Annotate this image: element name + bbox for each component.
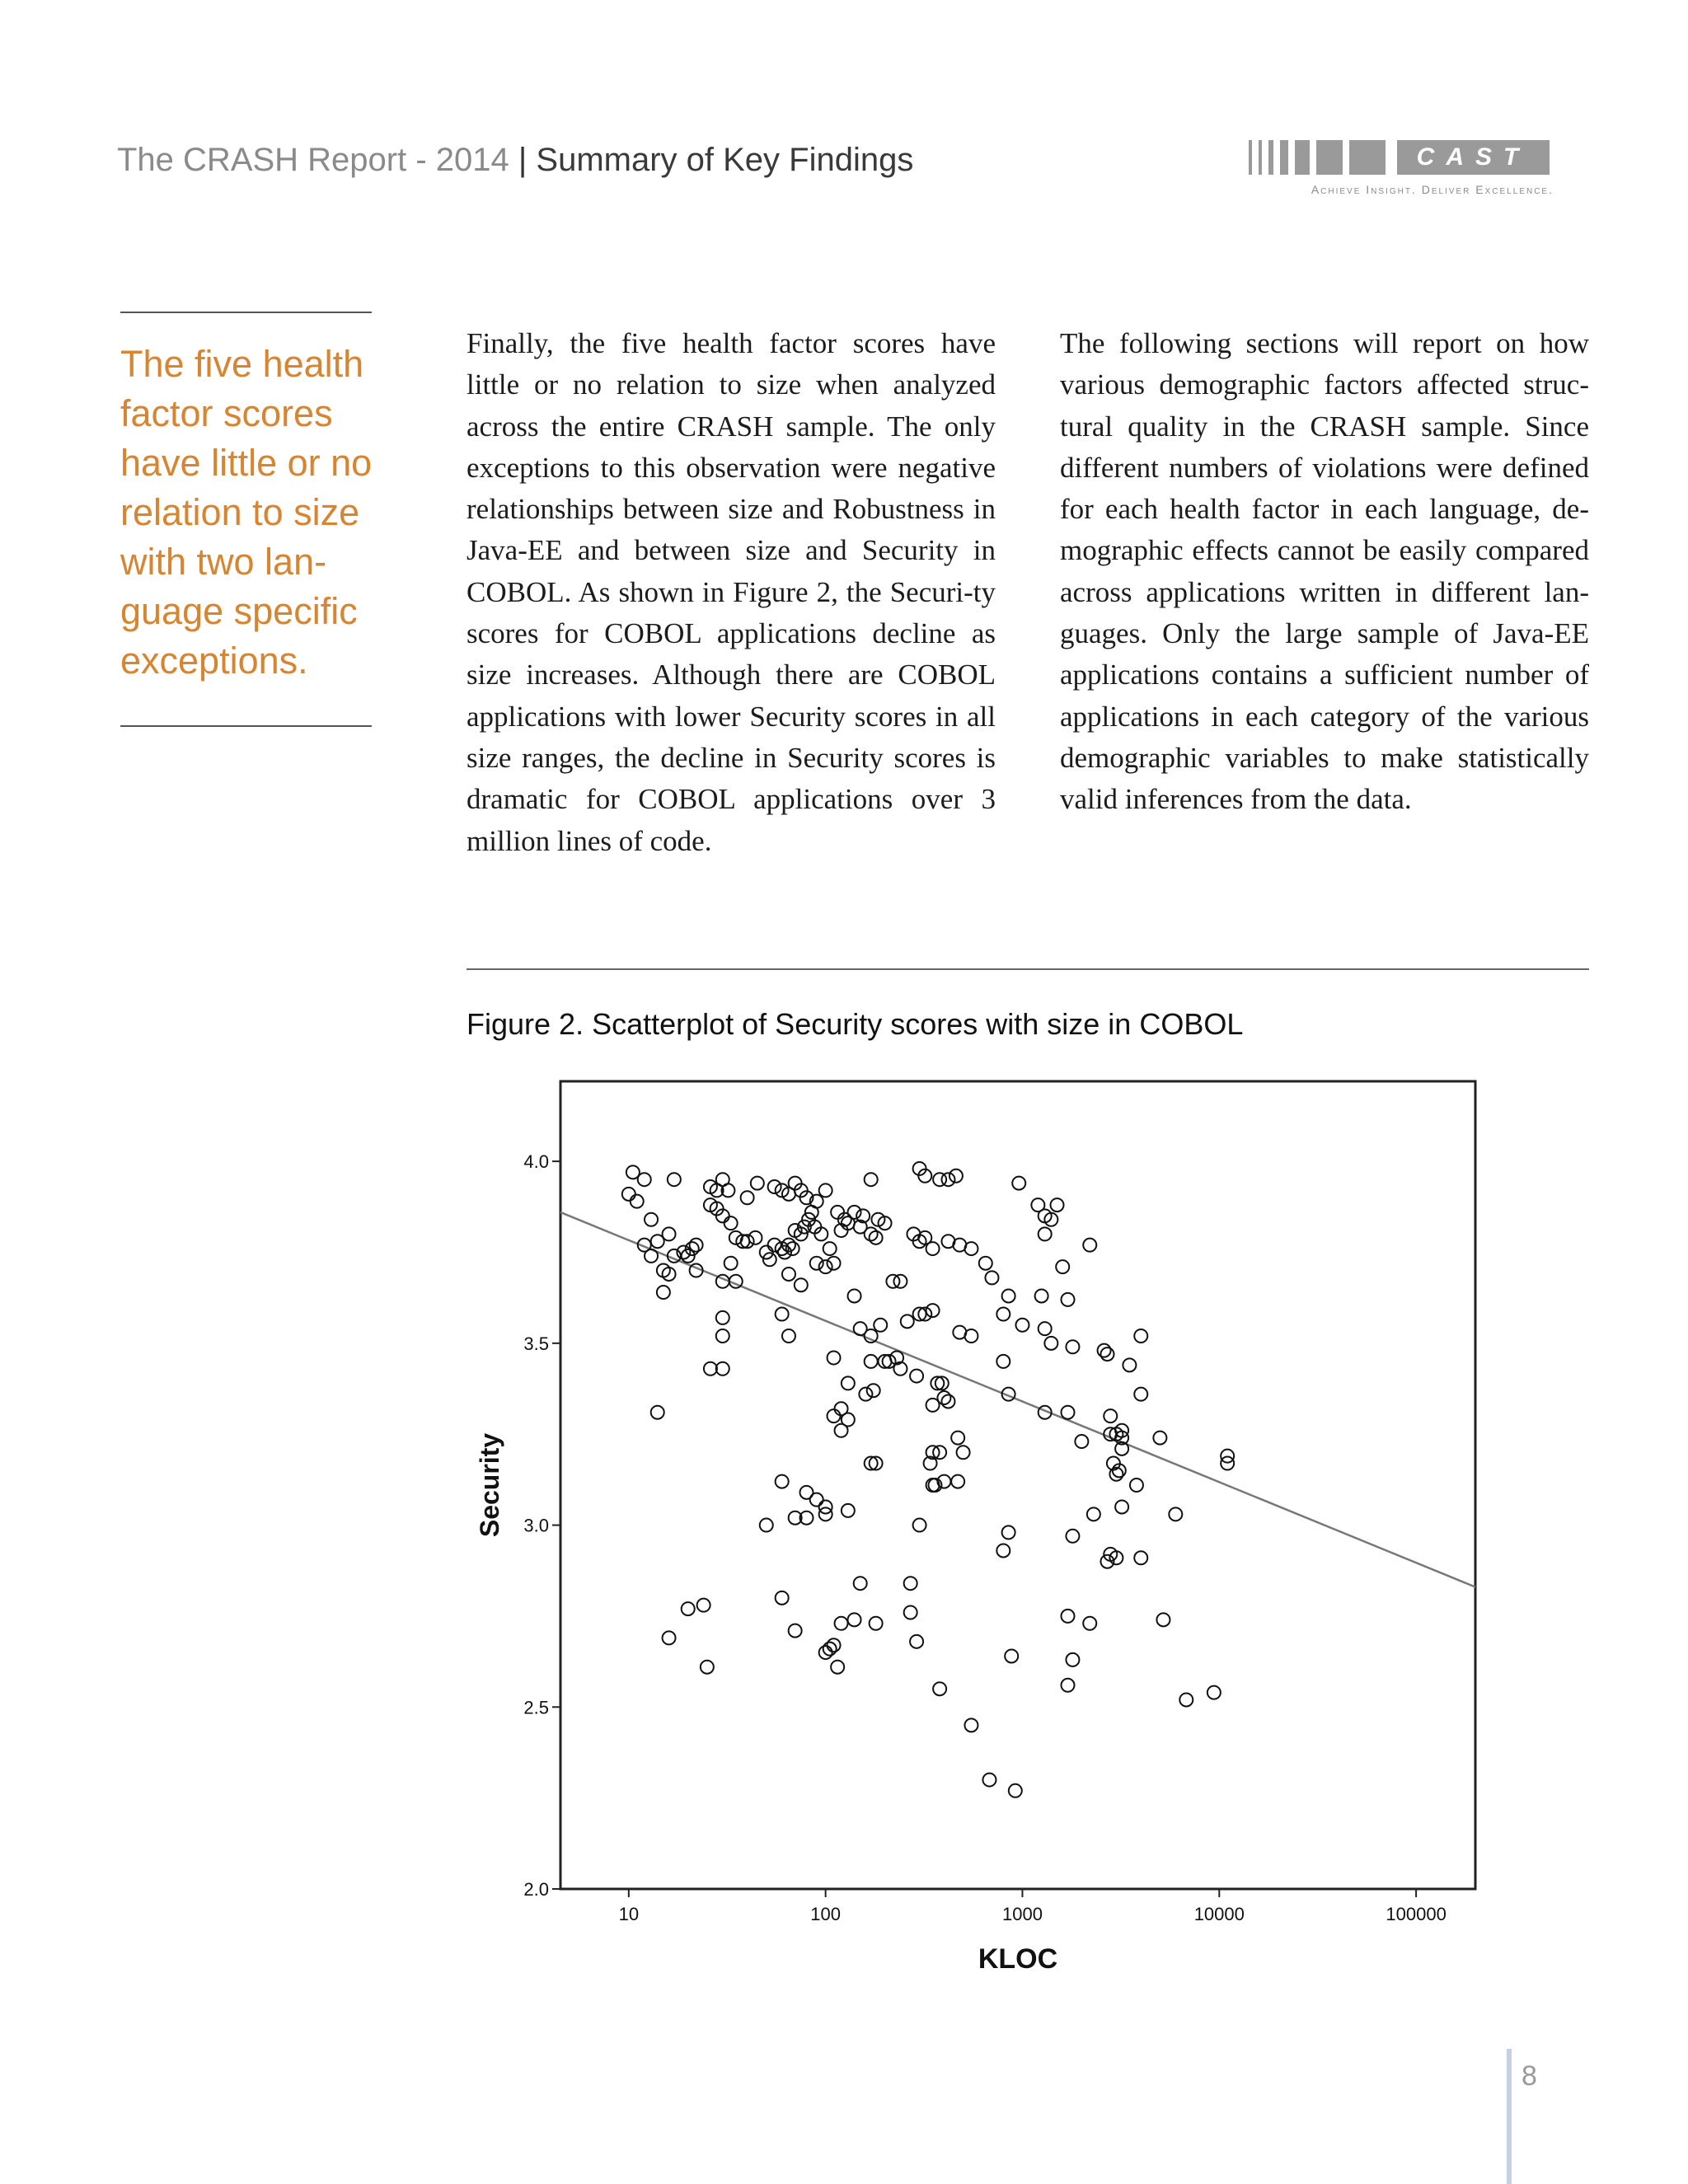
plot-frame (560, 1081, 1475, 1889)
header-separator: | (518, 142, 528, 178)
x-tick-label: 100000 (1386, 1904, 1447, 1924)
figure-caption: Figure 2. Scatterplot of Security scores with size in COBOL (467, 1007, 1244, 1041)
y-tick-label: 3.5 (523, 1333, 549, 1354)
y-tick-label: 2.5 (523, 1697, 549, 1718)
logo-wordmark: CAST (1397, 140, 1550, 175)
header-title (117, 142, 913, 179)
page-number-bar (1507, 2049, 1512, 2184)
report-name: The CRASH Report - 2014 (117, 142, 509, 178)
y-tick-label: 3.0 (523, 1515, 549, 1536)
x-tick-label: 10 (618, 1904, 640, 1924)
section-divider (467, 968, 1589, 970)
x-tick-label: 100 (810, 1904, 842, 1924)
scatter-chart (462, 1071, 1500, 2003)
y-axis-label: Security (475, 1432, 504, 1538)
logo-bars (1249, 140, 1386, 175)
x-axis-label: KLOC (978, 1943, 1058, 1975)
section-name: Summary of Key Findings (536, 142, 914, 178)
logo-tagline: Achieve Insight. Deliver Excellence. (1311, 183, 1554, 196)
x-tick-label: 10000 (1193, 1904, 1245, 1924)
body-column-2: The following sections will report on how various demographic factors affected struc-tural quality in the CRASH sample. Since different numbers of violations were defined for each health factor in each language, de-mographic effects cannot be easily compared across applications written in different lan-guages. Only the large sample of Java-EE applications contains a sufficient number of applications in each category of the various demographic variables to make statistically valid inferences from the data. (1060, 327, 1589, 816)
x-tick-label: 1000 (1001, 1904, 1043, 1924)
body-column-1: Finally, the five health factor scores have little or no relation to size when analyzed across the entire CRASH sample. The only exceptions to this observation were negative relationships between size and Robustness in Java-EE and between size and Security in COBOL. As shown in Figure 2, the Securi-ty scores for COBOL applications decline as size increases. Although there are COBOL applications with lower Security scores in all size ranges, the decline in Security scores is dramatic for COBOL applications over 3 million lines of code. (467, 327, 996, 857)
pullquote: The five health factor scores have little or no relation to size with two lan-guage specific exceptions. (120, 343, 373, 682)
y-tick-label: 2.0 (523, 1879, 549, 1900)
pullquote-top-rule (120, 312, 372, 313)
cast-logo (1249, 140, 1554, 201)
page-number: 8 (1522, 2060, 1537, 2092)
y-tick-label: 4.0 (523, 1151, 549, 1173)
pullquote-bottom-rule (120, 725, 372, 727)
